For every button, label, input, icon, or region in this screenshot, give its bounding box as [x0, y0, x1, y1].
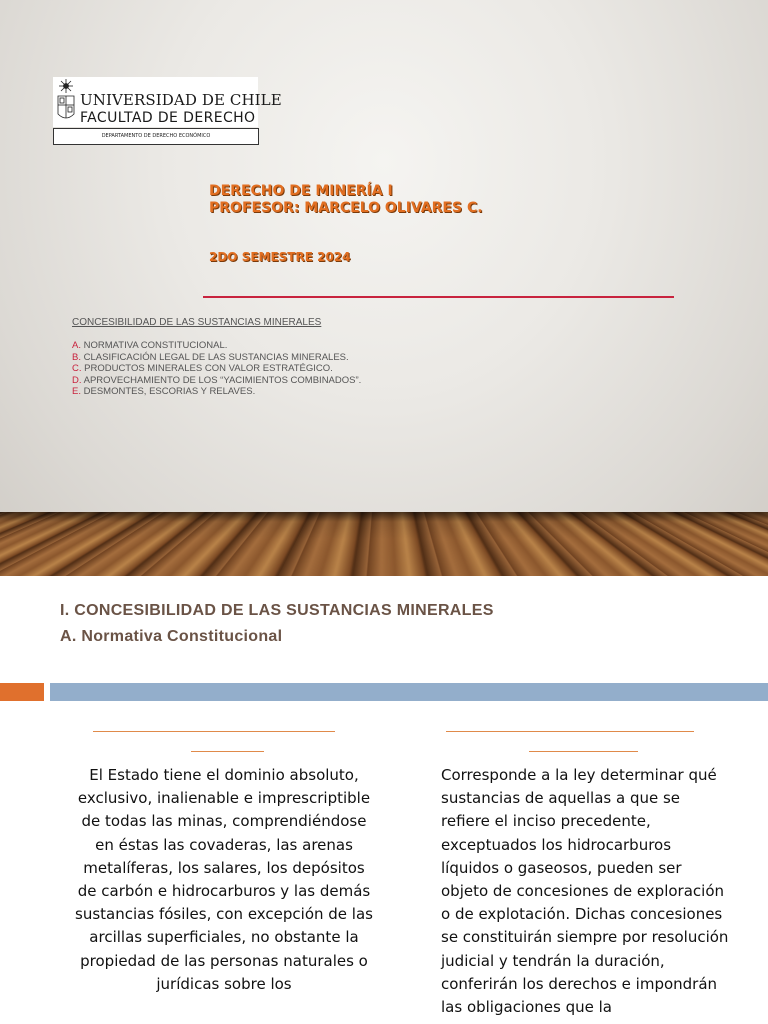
- toc-heading: CONCESIBILIDAD DE LAS SUSTANCIAS MINERALES: [72, 317, 322, 328]
- toc-list: [72, 340, 361, 398]
- toc-letter: D.: [72, 374, 82, 386]
- toc-letter: E.: [72, 386, 81, 397]
- course-professor: PROFESOR: MARCELO OLIVARES C.: [209, 200, 483, 216]
- toc-text: CLASIFICACIÓN LEGAL DE LAS SUSTANCIAS MINERALES.: [83, 351, 349, 363]
- university-logo: [53, 77, 282, 145]
- course-heading: [209, 183, 483, 217]
- left-column-rule-short: [191, 751, 264, 752]
- logo-department-bar: [53, 128, 259, 145]
- right-column-rule-long: [446, 731, 694, 732]
- left-column-rule-long: [93, 731, 335, 732]
- right-column-text: Corresponde a la ley determinar qué sustancias de aquellas a que se refiere el inciso precedente, exceptuados los hidrocarburos líquidos o gaseosos, pueden ser objeto de concesiones de exploración o de explotación. Dichas concesiones se constituirán siempre por resolución judicial y tendrán la duración, conferirán los derechos e impondrán las obligaciones que la: [441, 766, 729, 1017]
- wood-planks: [0, 512, 768, 576]
- logo-department-name: DEPARTAMENTO DE DERECHO ECONÓMICO: [101, 133, 211, 139]
- toc-item: [72, 352, 361, 364]
- toc-text: PRODUCTOS MINERALES CON VALOR ESTRATÉGICO.: [84, 363, 333, 374]
- accent-bar-orange: [0, 683, 44, 701]
- accent-bar-blue: [50, 683, 768, 701]
- slide-title: I. CONCESIBILIDAD DE LAS SUSTANCIAS MINERALES: [60, 602, 494, 619]
- toc-letter: C.: [72, 363, 82, 374]
- left-column-text: El Estado tiene el dominio absoluto, exclusivo, inalienable e imprescriptible de todas las minas, comprendiéndose en éstas las covaderas, las arenas metalíferas, los salares, los depósitos de carbón e hidrocarburos y las demás sustancias fósiles, con excepción de las arcillas superficiales, no obstante la propiedad de las personas naturales o jurídicas sobre los: [75, 766, 373, 993]
- slide-subtitle: A. Normativa Constitucional: [60, 628, 283, 645]
- logo-faculty-name: FACULTAD DE DERECHO: [80, 110, 256, 126]
- logo-header: [53, 77, 282, 127]
- toc-item: [72, 363, 361, 375]
- toc-letter: B.: [72, 351, 81, 363]
- right-column-rule-short: [529, 751, 638, 752]
- content-slide: [0, 576, 768, 1024]
- toc-text: DESMONTES, ESCORIAS Y RELAVES.: [83, 386, 256, 397]
- course-semester: 2DO SEMESTRE 2024: [209, 250, 351, 264]
- toc-letter: A.: [72, 340, 81, 351]
- toc-item: [72, 340, 361, 352]
- toc-text: APROVECHAMIENTO DE LOS “YACIMIENTOS COMBINADOS”.: [83, 374, 362, 386]
- title-divider: [203, 296, 674, 298]
- university-seal-icon: [55, 78, 77, 126]
- course-title: DERECHO DE MINERÍA I: [209, 183, 393, 199]
- toc-item: [72, 386, 361, 398]
- logo-university-name: UNIVERSIDAD DE CHILE: [80, 91, 282, 109]
- wood-floor-decoration: [0, 512, 768, 576]
- toc-item: [72, 375, 361, 387]
- toc-text: NORMATIVA CONSTITUCIONAL.: [83, 340, 228, 351]
